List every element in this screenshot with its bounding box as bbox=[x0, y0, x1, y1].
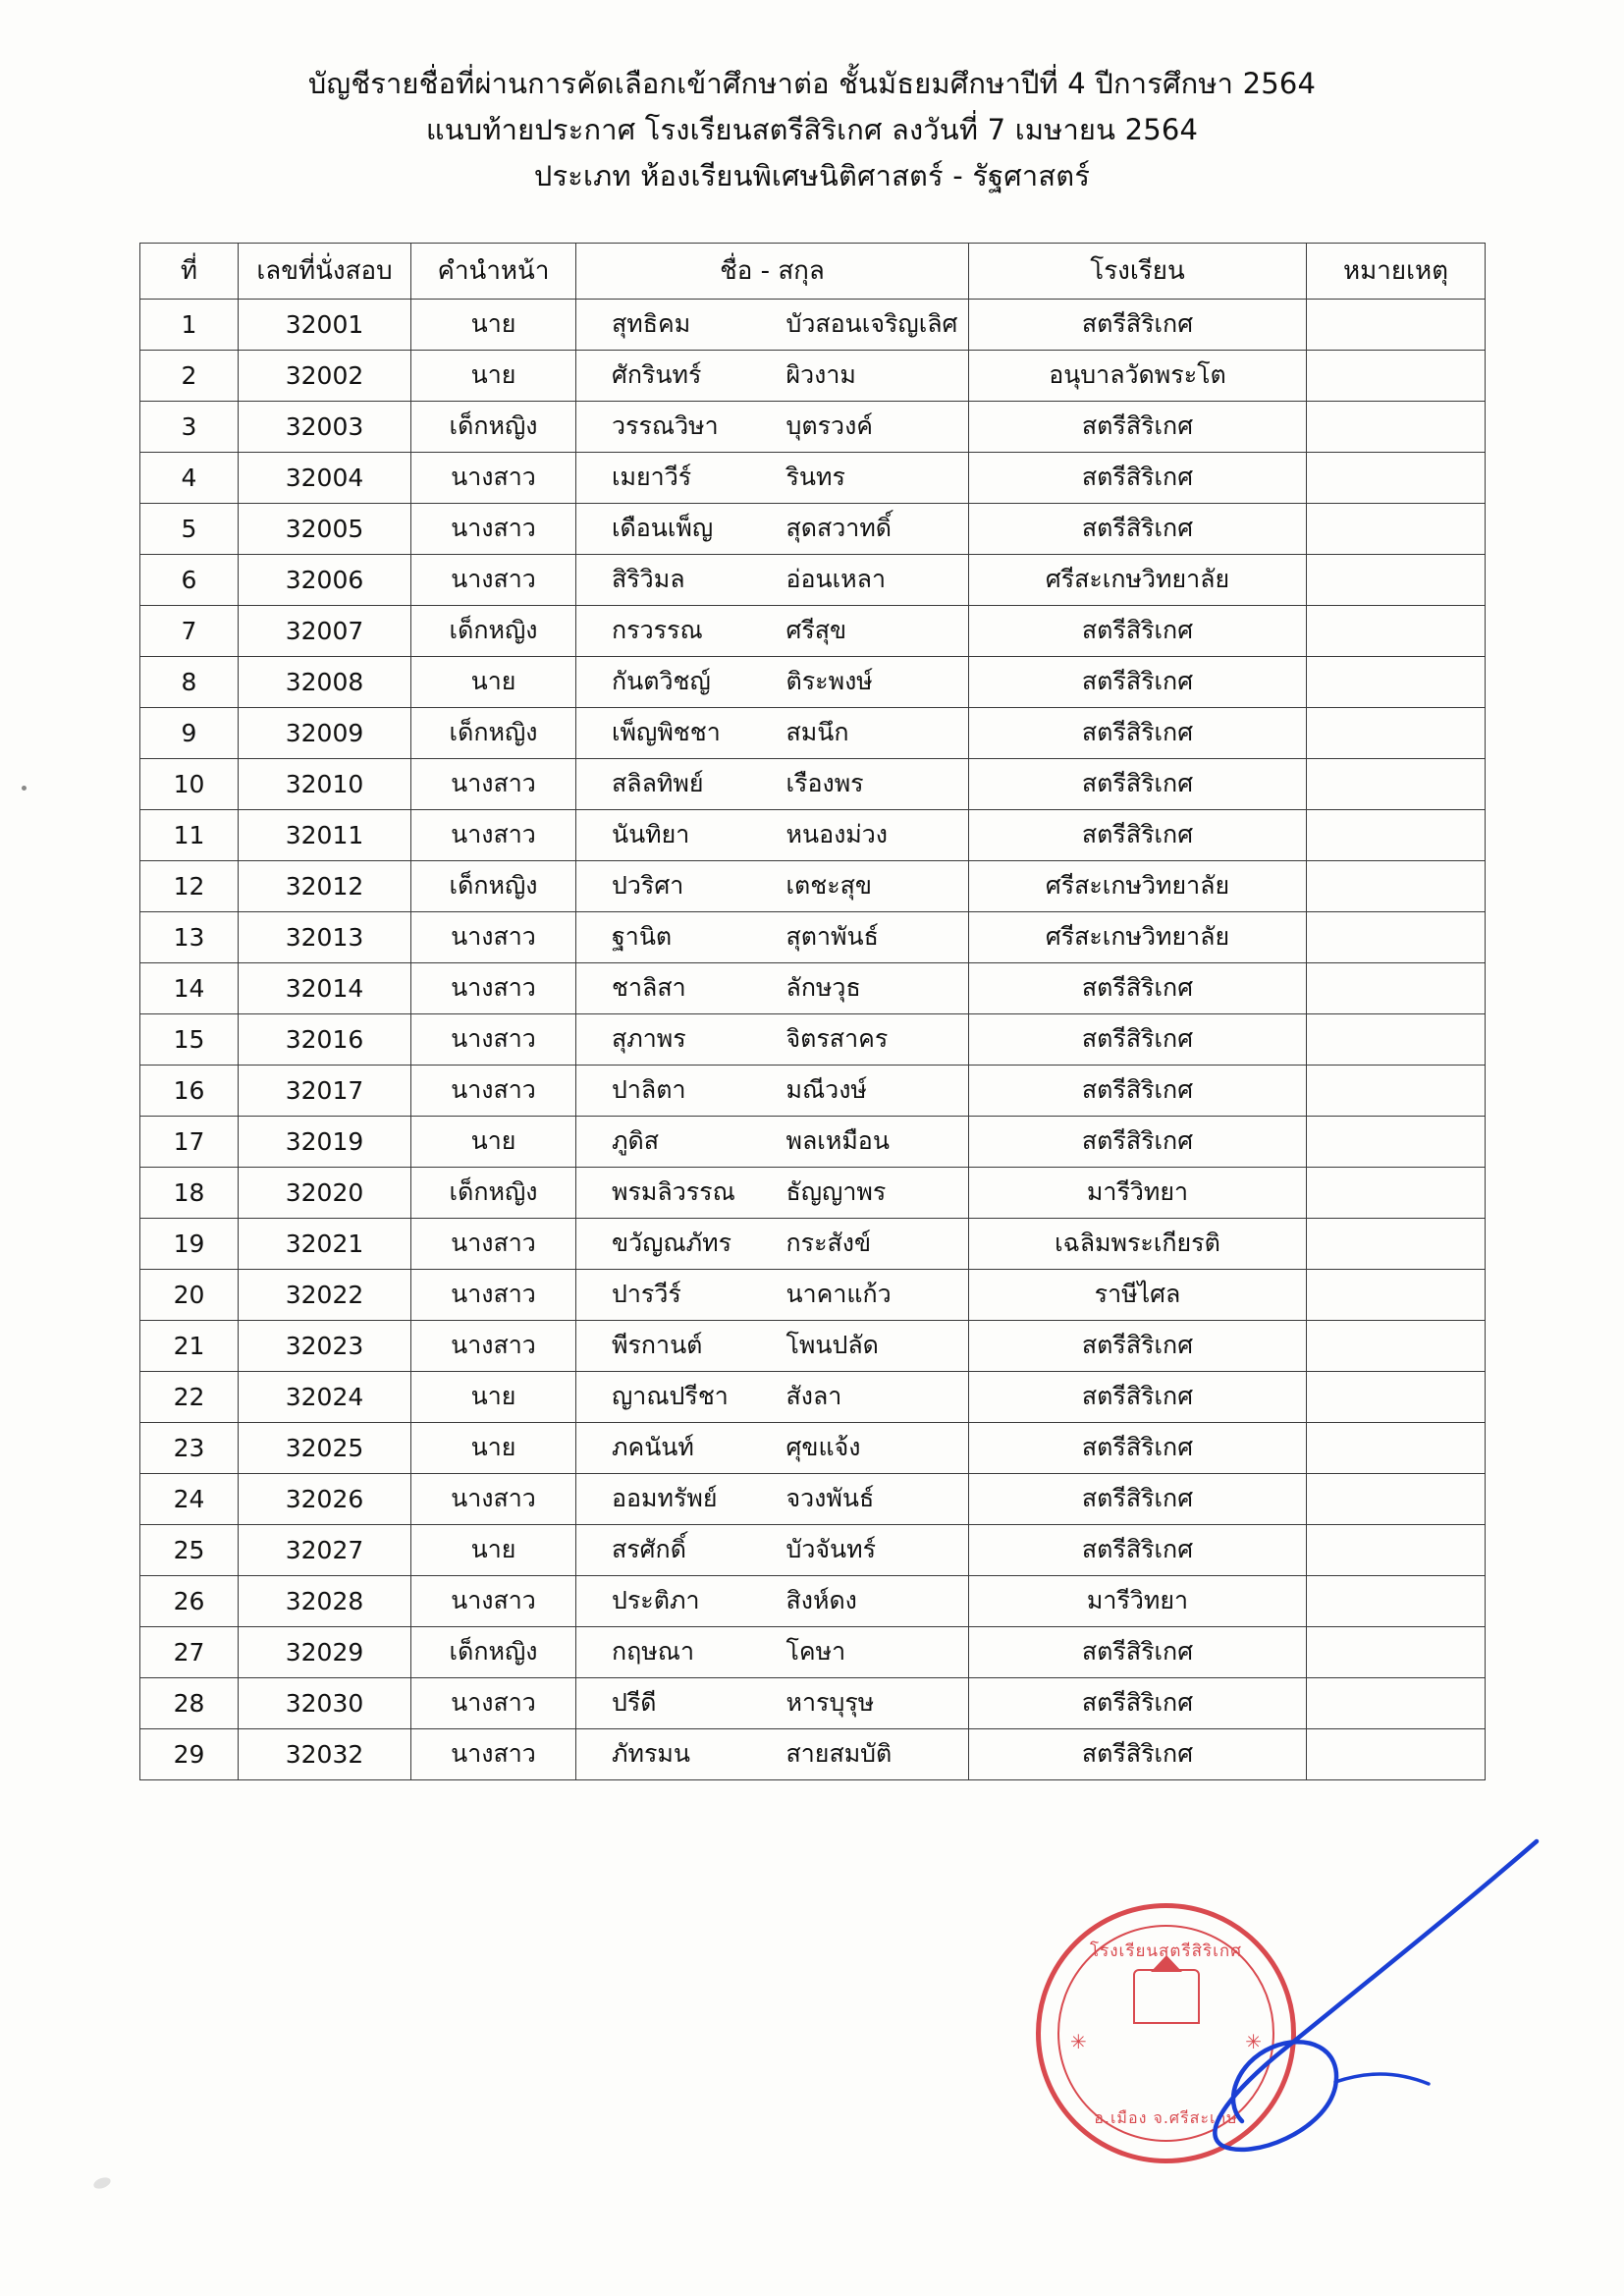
table-row bbox=[140, 1065, 1486, 1116]
cell-seat: 32005 bbox=[239, 503, 411, 554]
table-row bbox=[140, 401, 1486, 452]
cell-firstname: ขวัญณภัทร bbox=[612, 1229, 732, 1258]
cell-no: 12 bbox=[140, 860, 239, 911]
cell-school: สตรีสิริเกศ bbox=[969, 1524, 1307, 1575]
cell-lastname: สายสมบัติ bbox=[785, 1739, 893, 1769]
cell-name bbox=[576, 1013, 969, 1065]
cell-firstname: เพ็ญพิชชา bbox=[612, 718, 721, 747]
cell-note bbox=[1307, 503, 1486, 554]
cell-note bbox=[1307, 656, 1486, 707]
table-row bbox=[140, 452, 1486, 503]
cell-school: สตรีสิริเกศ bbox=[969, 1677, 1307, 1728]
cell-title: นางสาว bbox=[411, 758, 576, 809]
cell-lastname: จวงพันธ์ bbox=[785, 1484, 875, 1513]
cell-school: สตรีสิริเกศ bbox=[969, 1473, 1307, 1524]
cell-note bbox=[1307, 1116, 1486, 1167]
cell-firstname: วรรณวิษา bbox=[612, 411, 719, 441]
cell-name bbox=[576, 554, 969, 605]
cell-firstname: ปารวีร์ bbox=[612, 1280, 681, 1309]
cell-firstname: สุภาพร bbox=[612, 1024, 686, 1054]
cell-title: นางสาว bbox=[411, 1065, 576, 1116]
cell-school: สตรีสิริเกศ bbox=[969, 1116, 1307, 1167]
cell-seat: 32030 bbox=[239, 1677, 411, 1728]
table-row bbox=[140, 605, 1486, 656]
cell-note bbox=[1307, 452, 1486, 503]
cell-seat: 32016 bbox=[239, 1013, 411, 1065]
cell-no: 16 bbox=[140, 1065, 239, 1116]
cell-firstname: ประติภา bbox=[612, 1586, 700, 1615]
cell-note bbox=[1307, 1320, 1486, 1371]
table-row bbox=[140, 1473, 1486, 1524]
cell-title: นางสาว bbox=[411, 452, 576, 503]
cell-note bbox=[1307, 605, 1486, 656]
cell-firstname: ภคนันท์ bbox=[612, 1433, 694, 1462]
cell-firstname: กรวรรณ bbox=[612, 616, 703, 645]
cell-firstname: สลิลทิพย์ bbox=[612, 769, 704, 798]
cell-lastname: อ่อนเหลา bbox=[785, 565, 887, 594]
table-row bbox=[140, 1269, 1486, 1320]
cell-title: เด็กหญิง bbox=[411, 1167, 576, 1218]
cell-lastname: กระสังข์ bbox=[785, 1229, 872, 1258]
cell-name bbox=[576, 605, 969, 656]
cell-seat: 32003 bbox=[239, 401, 411, 452]
cell-name bbox=[576, 1575, 969, 1626]
cell-title: นาย bbox=[411, 1524, 576, 1575]
cell-firstname: สุทธิคม bbox=[612, 309, 691, 339]
cell-lastname: สมนึก bbox=[785, 718, 849, 747]
column-header-seat: เลขที่นั่งสอบ bbox=[239, 243, 411, 299]
cell-firstname: ออมทรัพย์ bbox=[612, 1484, 718, 1513]
table-row bbox=[140, 809, 1486, 860]
cell-no: 29 bbox=[140, 1728, 239, 1779]
cell-firstname: ฐานิต bbox=[612, 922, 673, 952]
cell-no: 25 bbox=[140, 1524, 239, 1575]
cell-seat: 32004 bbox=[239, 452, 411, 503]
cell-school: สตรีสิริเกศ bbox=[969, 962, 1307, 1013]
cell-firstname: ชาลิสา bbox=[612, 973, 686, 1003]
cell-name bbox=[576, 1116, 969, 1167]
cell-school: ศรีสะเกษวิทยาลัย bbox=[969, 860, 1307, 911]
column-header-school: โรงเรียน bbox=[969, 243, 1307, 299]
cell-lastname: หารบุรุษ bbox=[785, 1688, 875, 1718]
cell-seat: 32022 bbox=[239, 1269, 411, 1320]
cell-firstname: นันทิยา bbox=[612, 820, 690, 849]
cell-no: 2 bbox=[140, 350, 239, 401]
cell-firstname: พีรกานต์ bbox=[612, 1331, 703, 1360]
cell-name bbox=[576, 1269, 969, 1320]
cell-title: เด็กหญิง bbox=[411, 605, 576, 656]
cell-note bbox=[1307, 1013, 1486, 1065]
seal-top-text: โรงเรียนสตรีสิริเกศ bbox=[1089, 1941, 1243, 1961]
cell-title: นางสาว bbox=[411, 554, 576, 605]
cell-firstname: ศักรินทร์ bbox=[612, 360, 702, 390]
cell-lastname: ติระพงษ์ bbox=[785, 667, 873, 696]
cell-name bbox=[576, 911, 969, 962]
cell-seat: 32028 bbox=[239, 1575, 411, 1626]
cell-no: 22 bbox=[140, 1371, 239, 1422]
cell-school: ศรีสะเกษวิทยาลัย bbox=[969, 554, 1307, 605]
cell-lastname: โพนปลัด bbox=[785, 1331, 879, 1360]
cell-name bbox=[576, 1371, 969, 1422]
seal-bottom-text: อ.เมือง จ.ศรีสะเกษ bbox=[1094, 2108, 1238, 2127]
cell-seat: 32009 bbox=[239, 707, 411, 758]
cell-no: 3 bbox=[140, 401, 239, 452]
seal-star-right-icon: ✳ bbox=[1245, 2030, 1262, 2053]
cell-firstname: เมยาวีร์ bbox=[612, 463, 692, 492]
cell-title: นางสาว bbox=[411, 911, 576, 962]
cell-title: นาย bbox=[411, 1116, 576, 1167]
table-row bbox=[140, 1524, 1486, 1575]
table-row bbox=[140, 554, 1486, 605]
cell-title: นางสาว bbox=[411, 1013, 576, 1065]
column-header-note: หมายเหตุ bbox=[1307, 243, 1486, 299]
cell-no: 13 bbox=[140, 911, 239, 962]
cell-seat: 32025 bbox=[239, 1422, 411, 1473]
cell-note bbox=[1307, 554, 1486, 605]
cell-firstname: ภูดิส bbox=[612, 1126, 659, 1156]
table-row bbox=[140, 707, 1486, 758]
roster-table-wrap bbox=[139, 243, 1485, 1780]
cell-school: สตรีสิริเกศ bbox=[969, 1013, 1307, 1065]
cell-no: 17 bbox=[140, 1116, 239, 1167]
table-row bbox=[140, 860, 1486, 911]
cell-no: 6 bbox=[140, 554, 239, 605]
cell-school: สตรีสิริเกศ bbox=[969, 707, 1307, 758]
cell-note bbox=[1307, 1167, 1486, 1218]
cell-lastname: ศรีสุข bbox=[785, 616, 847, 645]
cell-name bbox=[576, 401, 969, 452]
cell-school: สตรีสิริเกศ bbox=[969, 1065, 1307, 1116]
cell-seat: 32023 bbox=[239, 1320, 411, 1371]
cell-title: นางสาว bbox=[411, 1575, 576, 1626]
cell-name bbox=[576, 1626, 969, 1677]
cell-school: สตรีสิริเกศ bbox=[969, 1320, 1307, 1371]
cell-school: สตรีสิริเกศ bbox=[969, 401, 1307, 452]
cell-firstname: พรมลิวรรณ bbox=[612, 1177, 735, 1207]
cell-title: นางสาว bbox=[411, 1269, 576, 1320]
header-line-1: บัญชีรายชื่อที่ผ่านการคัดเลือกเข้าศึกษาต่อ ชั้นมัธยมศึกษาปีที่ 4 ปีการศึกษา 2564 bbox=[307, 67, 1317, 100]
cell-lastname: เรืองพร bbox=[785, 769, 864, 798]
cell-title: นางสาว bbox=[411, 1218, 576, 1269]
table-row bbox=[140, 1422, 1486, 1473]
ink-dot-artifact bbox=[22, 786, 27, 791]
cell-note bbox=[1307, 1473, 1486, 1524]
cell-lastname: บัวสอนเจริญเลิศ bbox=[785, 309, 958, 339]
cell-no: 8 bbox=[140, 656, 239, 707]
cell-lastname: สุดสวาทดิ์ bbox=[785, 514, 893, 543]
cell-title: นางสาว bbox=[411, 962, 576, 1013]
cell-seat: 32029 bbox=[239, 1626, 411, 1677]
cell-seat: 32024 bbox=[239, 1371, 411, 1422]
cell-lastname: สุตาพันธ์ bbox=[785, 922, 879, 952]
table-row bbox=[140, 1218, 1486, 1269]
cell-title: นาย bbox=[411, 1371, 576, 1422]
cell-note bbox=[1307, 1269, 1486, 1320]
table-row bbox=[140, 1371, 1486, 1422]
table-row bbox=[140, 350, 1486, 401]
cell-note bbox=[1307, 1065, 1486, 1116]
cell-school: สตรีสิริเกศ bbox=[969, 299, 1307, 350]
cell-firstname: ปาลิตา bbox=[612, 1075, 686, 1105]
cell-lastname: พลเหมือน bbox=[785, 1126, 890, 1156]
cell-school: สตรีสิริเกศ bbox=[969, 1422, 1307, 1473]
cell-no: 19 bbox=[140, 1218, 239, 1269]
cell-no: 20 bbox=[140, 1269, 239, 1320]
cell-name bbox=[576, 860, 969, 911]
cell-lastname: สิงห์ดง bbox=[785, 1586, 857, 1615]
official-seal bbox=[1036, 1903, 1296, 2163]
cell-name bbox=[576, 350, 969, 401]
cell-seat: 32017 bbox=[239, 1065, 411, 1116]
cell-seat: 32027 bbox=[239, 1524, 411, 1575]
cell-school: สตรีสิริเกศ bbox=[969, 452, 1307, 503]
cell-school: สตรีสิริเกศ bbox=[969, 809, 1307, 860]
cell-name bbox=[576, 1524, 969, 1575]
cell-name bbox=[576, 809, 969, 860]
cell-title: เด็กหญิง bbox=[411, 707, 576, 758]
column-header-name: ชื่อ - สกุล bbox=[576, 243, 969, 299]
cell-title: นาย bbox=[411, 1422, 576, 1473]
cell-name bbox=[576, 452, 969, 503]
cell-name bbox=[576, 503, 969, 554]
table-row bbox=[140, 1575, 1486, 1626]
cell-lastname: ธัญญาพร bbox=[785, 1177, 887, 1207]
cell-firstname: ภัทรมน bbox=[612, 1739, 690, 1769]
table-row bbox=[140, 1116, 1486, 1167]
table-row bbox=[140, 758, 1486, 809]
cell-name bbox=[576, 656, 969, 707]
cell-seat: 32019 bbox=[239, 1116, 411, 1167]
cell-no: 11 bbox=[140, 809, 239, 860]
cell-no: 24 bbox=[140, 1473, 239, 1524]
cell-school: ราษีไศล bbox=[969, 1269, 1307, 1320]
cell-seat: 32007 bbox=[239, 605, 411, 656]
cell-seat: 32001 bbox=[239, 299, 411, 350]
cell-school: เฉลิมพระเกียรติ bbox=[969, 1218, 1307, 1269]
cell-firstname: เดือนเพ็ญ bbox=[612, 514, 714, 543]
seal-star-left-icon: ✳ bbox=[1070, 2030, 1087, 2053]
cell-no: 28 bbox=[140, 1677, 239, 1728]
cell-note bbox=[1307, 1575, 1486, 1626]
cell-title: นางสาว bbox=[411, 1473, 576, 1524]
cell-title: นางสาว bbox=[411, 503, 576, 554]
table-row bbox=[140, 1167, 1486, 1218]
cell-note bbox=[1307, 1371, 1486, 1422]
cell-seat: 32008 bbox=[239, 656, 411, 707]
cell-note bbox=[1307, 758, 1486, 809]
header-line-3: ประเภท ห้องเรียนพิเศษนิติศาสตร์ - รัฐศาสตร์ bbox=[533, 158, 1091, 192]
cell-note bbox=[1307, 1524, 1486, 1575]
cell-seat: 32013 bbox=[239, 911, 411, 962]
table-row bbox=[140, 1626, 1486, 1677]
cell-school: อนุบาลวัดพระโต bbox=[969, 350, 1307, 401]
cell-title: เด็กหญิง bbox=[411, 401, 576, 452]
cell-seat: 32021 bbox=[239, 1218, 411, 1269]
cell-note bbox=[1307, 860, 1486, 911]
cell-name bbox=[576, 758, 969, 809]
seal-emblem-icon bbox=[1133, 1969, 1200, 2024]
cell-name bbox=[576, 1065, 969, 1116]
cell-lastname: ผิวงาม bbox=[785, 360, 856, 390]
cell-lastname: จิตรสาคร bbox=[785, 1024, 889, 1054]
cell-school: สตรีสิริเกศ bbox=[969, 1728, 1307, 1779]
cell-no: 15 bbox=[140, 1013, 239, 1065]
cell-note bbox=[1307, 1422, 1486, 1473]
cell-lastname: สังลา bbox=[785, 1382, 842, 1411]
cell-no: 26 bbox=[140, 1575, 239, 1626]
cell-note bbox=[1307, 962, 1486, 1013]
table-row bbox=[140, 503, 1486, 554]
cell-note bbox=[1307, 1728, 1486, 1779]
cell-note bbox=[1307, 911, 1486, 962]
cell-school: สตรีสิริเกศ bbox=[969, 656, 1307, 707]
cell-firstname: ปรีดี bbox=[612, 1688, 657, 1718]
cell-lastname: โคษา bbox=[785, 1637, 846, 1667]
cell-name bbox=[576, 1218, 969, 1269]
cell-lastname: บัวจันทร์ bbox=[785, 1535, 877, 1564]
cell-no: 10 bbox=[140, 758, 239, 809]
cell-note bbox=[1307, 707, 1486, 758]
cell-title: นางสาว bbox=[411, 1677, 576, 1728]
cell-seat: 32002 bbox=[239, 350, 411, 401]
cell-firstname: กันตวิชญ์ bbox=[612, 667, 711, 696]
cell-no: 21 bbox=[140, 1320, 239, 1371]
cell-lastname: หนองม่วง bbox=[785, 820, 889, 849]
cell-lastname: ศุขแจ้ง bbox=[785, 1433, 861, 1462]
cell-title: นางสาว bbox=[411, 809, 576, 860]
cell-note bbox=[1307, 1218, 1486, 1269]
cell-title: นาย bbox=[411, 299, 576, 350]
table-row bbox=[140, 962, 1486, 1013]
table-row bbox=[140, 1013, 1486, 1065]
cell-title: นางสาว bbox=[411, 1728, 576, 1779]
cell-school: สตรีสิริเกศ bbox=[969, 605, 1307, 656]
cell-no: 23 bbox=[140, 1422, 239, 1473]
cell-seat: 32011 bbox=[239, 809, 411, 860]
cell-lastname: ลักษวุธ bbox=[785, 973, 861, 1003]
column-header-title: คำนำหน้า bbox=[411, 243, 576, 299]
cell-name bbox=[576, 707, 969, 758]
cell-lastname: เตชะสุข bbox=[785, 871, 873, 901]
cell-school: มารีวิทยา bbox=[969, 1575, 1307, 1626]
cell-no: 14 bbox=[140, 962, 239, 1013]
cell-no: 27 bbox=[140, 1626, 239, 1677]
table-row bbox=[140, 911, 1486, 962]
roster-table bbox=[139, 243, 1486, 1780]
cell-note bbox=[1307, 1626, 1486, 1677]
cell-seat: 32020 bbox=[239, 1167, 411, 1218]
cell-no: 9 bbox=[140, 707, 239, 758]
cell-no: 7 bbox=[140, 605, 239, 656]
cell-firstname: ปวริศา bbox=[612, 871, 684, 901]
cell-firstname: สิริวิมล bbox=[612, 565, 685, 594]
cell-name bbox=[576, 1473, 969, 1524]
cell-school: สตรีสิริเกศ bbox=[969, 1626, 1307, 1677]
cell-name bbox=[576, 1422, 969, 1473]
cell-school: สตรีสิริเกศ bbox=[969, 1371, 1307, 1422]
table-row bbox=[140, 1320, 1486, 1371]
cell-lastname: บุตรวงค์ bbox=[785, 411, 874, 441]
cell-seat: 32010 bbox=[239, 758, 411, 809]
cell-note bbox=[1307, 350, 1486, 401]
header-line-2: แนบท้ายประกาศ โรงเรียนสตรีสิริเกศ ลงวันที่ 7 เมษายน 2564 bbox=[425, 112, 1199, 146]
table-row bbox=[140, 1677, 1486, 1728]
table-row bbox=[140, 299, 1486, 350]
cell-no: 1 bbox=[140, 299, 239, 350]
cell-lastname: มณีวงษ์ bbox=[785, 1075, 867, 1105]
cell-school: สตรีสิริเกศ bbox=[969, 503, 1307, 554]
cell-title: เด็กหญิง bbox=[411, 1626, 576, 1677]
cell-no: 5 bbox=[140, 503, 239, 554]
cell-seat: 32006 bbox=[239, 554, 411, 605]
cell-title: นาย bbox=[411, 656, 576, 707]
cell-firstname: สรศักดิ์ bbox=[612, 1535, 686, 1564]
cell-seat: 32012 bbox=[239, 860, 411, 911]
document-header bbox=[0, 0, 1624, 199]
table-row bbox=[140, 1728, 1486, 1779]
table-header-row bbox=[140, 243, 1486, 299]
cell-lastname: รินทร bbox=[785, 463, 845, 492]
cell-school: มารีวิทยา bbox=[969, 1167, 1307, 1218]
cell-seat: 32014 bbox=[239, 962, 411, 1013]
cell-name bbox=[576, 299, 969, 350]
cell-no: 4 bbox=[140, 452, 239, 503]
cell-name bbox=[576, 1728, 969, 1779]
cell-note bbox=[1307, 299, 1486, 350]
cell-name bbox=[576, 1677, 969, 1728]
cell-school: ศรีสะเกษวิทยาลัย bbox=[969, 911, 1307, 962]
cell-lastname: นาคาแก้ว bbox=[785, 1280, 892, 1309]
cell-firstname: ญาณปรีชา bbox=[612, 1382, 729, 1411]
cell-school: สตรีสิริเกศ bbox=[969, 758, 1307, 809]
cell-no: 18 bbox=[140, 1167, 239, 1218]
cell-firstname: กฤษณา bbox=[612, 1637, 694, 1667]
table-row bbox=[140, 656, 1486, 707]
cell-note bbox=[1307, 401, 1486, 452]
scan-smudge-artifact bbox=[92, 2175, 112, 2191]
cell-title: เด็กหญิง bbox=[411, 860, 576, 911]
cell-seat: 32026 bbox=[239, 1473, 411, 1524]
cell-name bbox=[576, 1320, 969, 1371]
cell-title: นางสาว bbox=[411, 1320, 576, 1371]
cell-name bbox=[576, 962, 969, 1013]
cell-seat: 32032 bbox=[239, 1728, 411, 1779]
column-header-no: ที่ bbox=[140, 243, 239, 299]
cell-name bbox=[576, 1167, 969, 1218]
cell-title: นาย bbox=[411, 350, 576, 401]
cell-note bbox=[1307, 809, 1486, 860]
cell-note bbox=[1307, 1677, 1486, 1728]
